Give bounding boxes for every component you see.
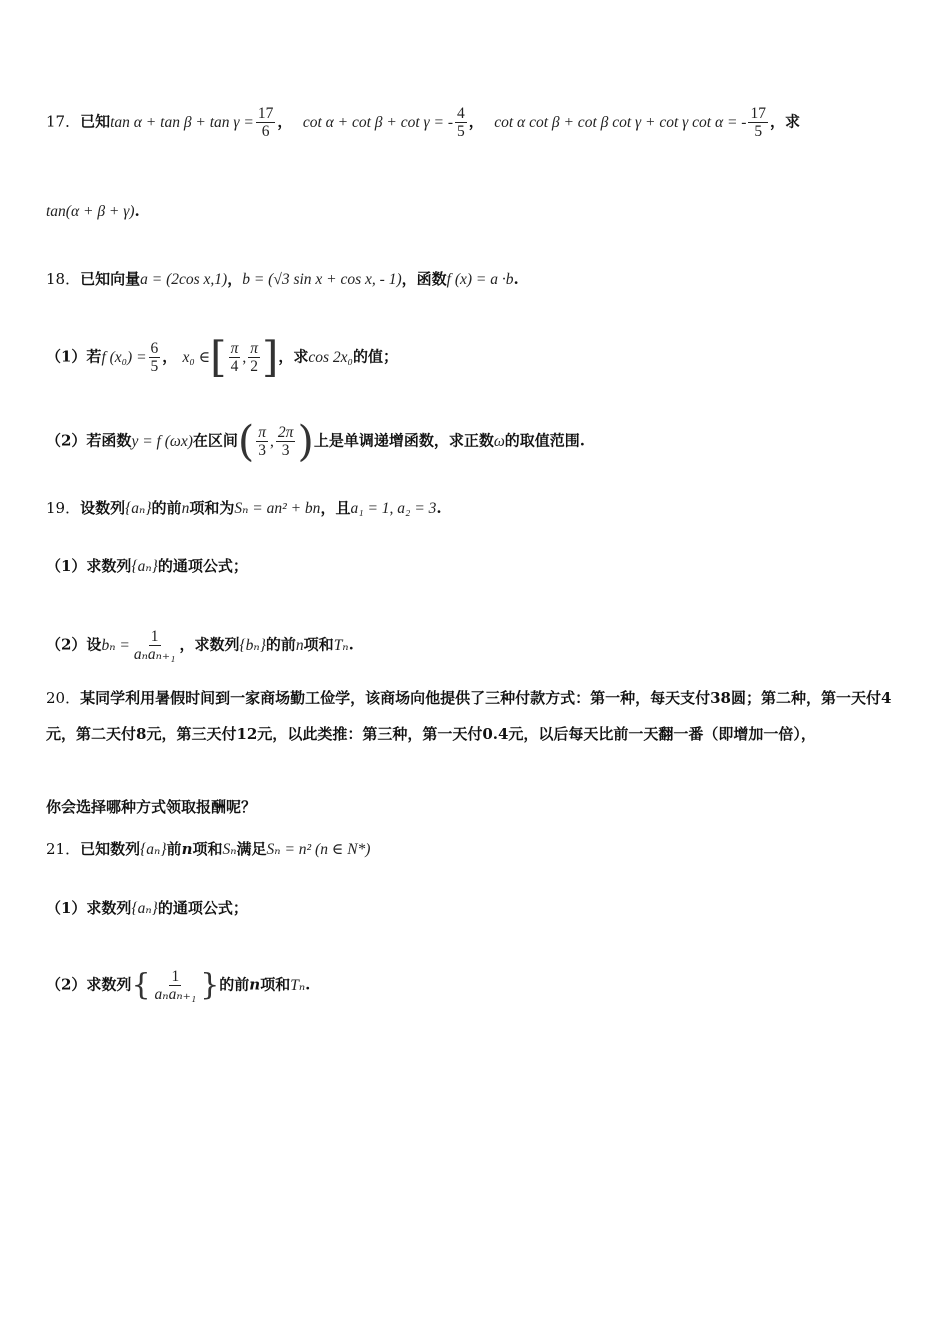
q17-tail: ，求: [769, 112, 800, 131]
q18-p1-fraction: $\frac{6}{5}$: [150, 340, 159, 375]
q20-number: 20．: [46, 689, 81, 707]
q17-eq2-fraction: $\frac{4}{5}$: [457, 105, 465, 140]
q18-p1-expr: cos 2x₀: [308, 348, 353, 366]
q18-function: f (x) = a ·b: [446, 271, 514, 288]
q21-part2: （2）求数列{ $\frac{1}{\text{aₙaₙ₊₁}}$ }的前n项和Tₙ.: [46, 967, 311, 1003]
q20-text: 某同学利用暑假时间到一家商场勤工俭学，该商场向他提供了三种付款方式：第一种，每天支付38圆；第二种，第一天付4元，第二天付8元，第三天付12元，以此类推：第三种，第一天付0.4元，以后每天比前一天翻一番（即增加一倍），: [46, 689, 892, 743]
q17-eq2: cot α + cot β + cot γ = -: [302, 113, 454, 131]
q17-lead: 已知: [80, 112, 111, 131]
q17-eq3: cot α cot β + cot β cot γ + cot γ cot α = -: [494, 113, 747, 131]
q17-eq3-fraction: $\frac{17}{5}$: [750, 105, 766, 140]
q21-line-1: 21．已知数列{aₙ}前n项和Sₙ满足Sₙ = n² (n ∈ N*): [46, 840, 371, 858]
q19-number: 19．: [46, 499, 81, 517]
q19-line-1: 19．设数列{aₙ}的前n项和为Sₙ = an² + bn，且a₁ = 1, a₂ = 3.: [46, 499, 442, 517]
q17-line-2: tan(α + β + γ).: [46, 200, 904, 223]
q17-number: 17．: [46, 112, 81, 131]
q18-vector-a: a = (2cos x,1): [140, 271, 228, 288]
q18-part1: （1）若f (x₀) = $\frac{6}{5}$ ， x₀ ∈[ $\frac{\pi}{4}$ , $\frac{\pi}{2}$ ]，求cos 2x₀的值；: [46, 332, 398, 382]
q19-part1: （1）求数列{aₙ}的通项公式；: [46, 557, 248, 575]
q21-p2-fraction: $\frac{1}{\text{aₙaₙ₊₁}}$: [154, 968, 197, 1003]
q21-part1: （1）求数列{aₙ}的通项公式；: [46, 899, 248, 917]
q20-ask: 你会选择哪种方式领取报酬呢？: [46, 798, 257, 816]
q20-paragraph: [46, 680, 904, 752]
q18-vector-b: b = (√3 sin x + cos x, - 1): [242, 271, 402, 288]
q19-part2: （2）设bₙ = $\frac{1}{\text{aₙaₙ₊₁}}$ ，求数列{bₙ}的前n项和Tₙ.: [46, 628, 354, 663]
q17-eq1-fraction: $\frac{17}{6}$: [257, 105, 274, 140]
q17-target: tan(α + β + γ): [46, 203, 135, 220]
q18-part2: （2）若函数y = f (ωx)在区间( $\frac{\pi}{3}$ , $\frac{2\pi}{3}$ )上是单调递增函数，求正数ω的取值范围.: [46, 416, 586, 466]
q19-p2-fraction: $\frac{1}{\text{aₙaₙ₊₁}}$: [133, 628, 176, 663]
q21-number: 21．: [46, 840, 81, 858]
q17-eq1: tan α + tan β + tan γ =: [110, 113, 254, 131]
q18-line-1: 18．已知向量a = (2cos x,1)，b = (√3 sin x + cos x, - 1)，函数f (x) = a ·b.: [46, 268, 904, 291]
q18-number: 18．: [46, 270, 81, 288]
q17-line-1: 17．已知tan α + tan β + tan γ = $\frac{17}{6}$ ， cot α + cot β + cot γ = - $\frac{4}{5}$ ， cot α cot β + cot β cot γ + cot γ cot α = - $\frac{17}{5}$ ，求: [46, 105, 800, 140]
